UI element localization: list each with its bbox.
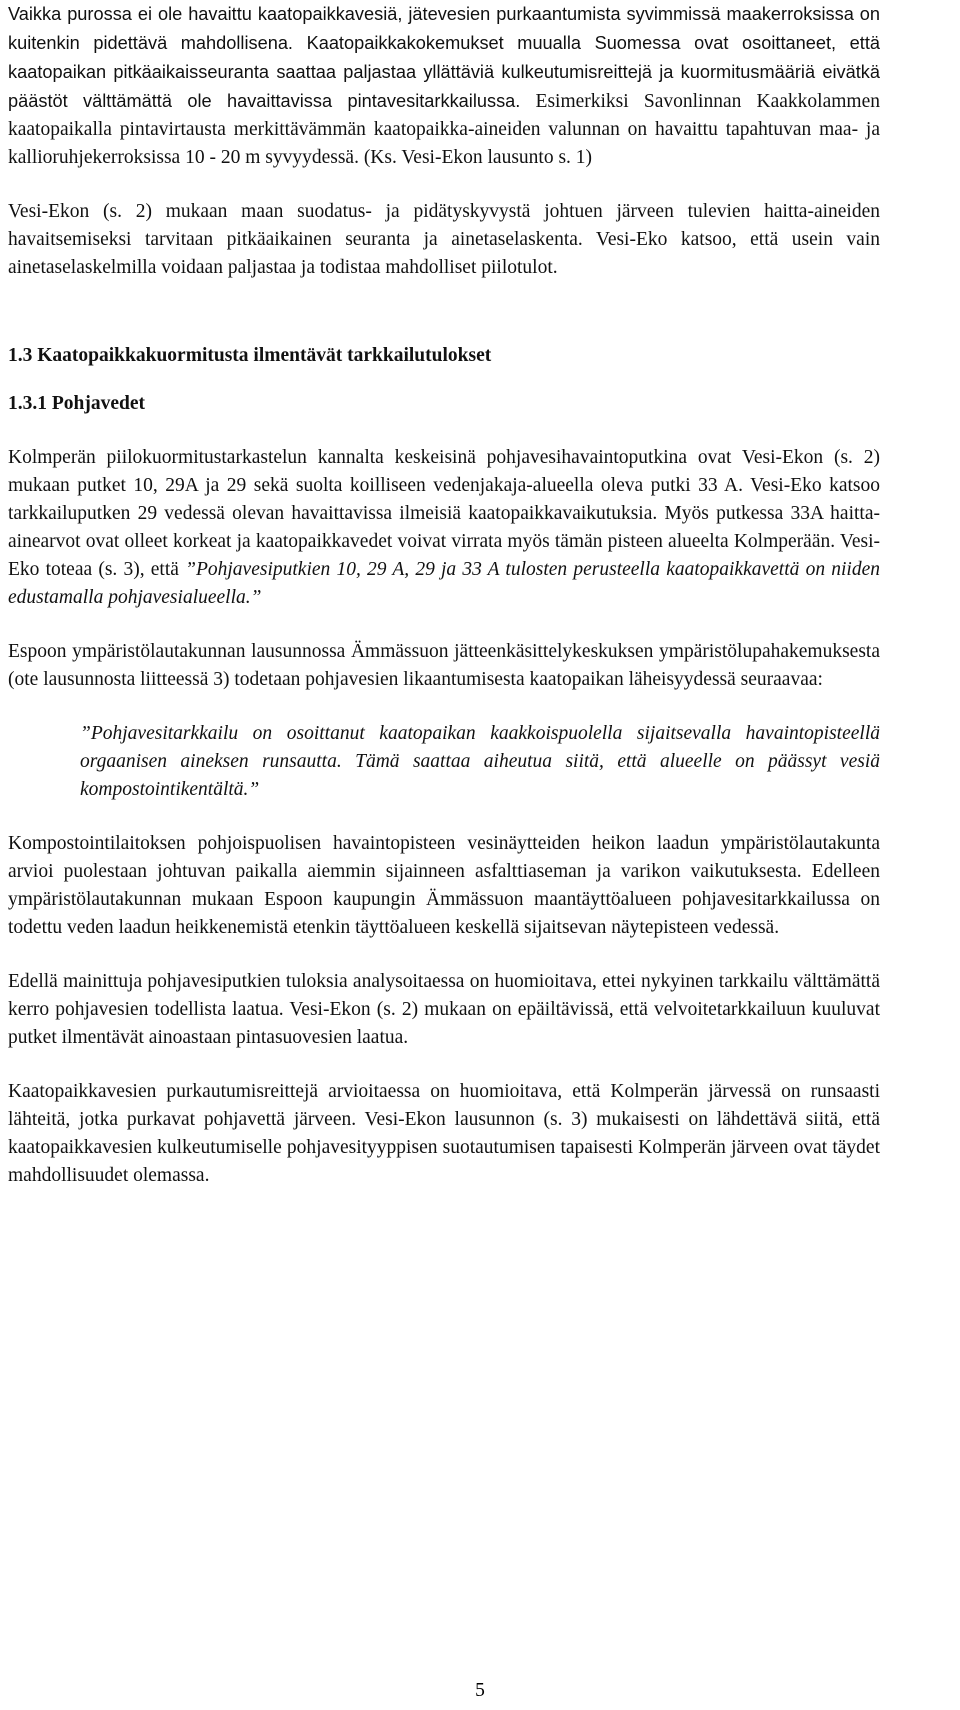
paragraph-observation-wells-text: Kolmperän piilokuormitustarkastelun kannalta keskeisinä pohjavesihavaintoputkina ovat Vesi-Ekon (s. 2) mukaan putket 10, 29A ja 29 sekä suolta koilliseen vedenjakaja-alueella oleva putki 33 A. Vesi-Eko katsoo tarkkailuputken 29 vedessä olevan havaittavissa ilmeisiä kaatopaikkavaikutuksia. Myös putkessa 33A haitta-ainearvot ovat olleet korkeat ja kaatopaikkavedet voivat virrata myös tämän pisteen alueelta Kolmperään. Vesi-Eko toteaa (s. 3), että [8, 447, 880, 580]
paragraph-landfill-leakage [8, 0, 880, 172]
page-number: 5 [475, 1680, 485, 1701]
paragraph-observation-wells [8, 444, 880, 612]
section-heading-1-3: 1.3 Kaatopaikkakuormitusta ilmentävät tarkkailutulokset [8, 345, 492, 366]
paragraph-observation-wells-quote: ”Pohjavesiputkien 10, 29 A, 29 ja 33 A tulosten perusteella kaatopaikkavettä on niiden edustamalla pohjavesialueella.” [8, 559, 881, 608]
paragraph-espoo-statement: Espoon ympäristölautakunnan lausunnossa Ämmässuon jätteenkäsittelykeskuksen ympäristölupahakemuksesta (ote lausunnosta liitteessä 3) todetaan pohjavesien likaantumisesta kaatopaikan läheisyydessä seuraavaa: [8, 641, 880, 690]
paragraph-discharge-routes: Kaatopaikkavesien purkautumisreittejä arvioitaessa on huomioitava, että Kolmperän järvessä on runsaasti lähteitä, jotka purkavat pohjavettä järveen. Vesi-Ekon lausunnon (s. 3) mukaisesti on lähdettävä siitä, että kaatopaikkavesien kulkeutumiselle pohjavesityyppisen suotautumisen tapaisesti Kolmperän järveen ovat täydet mahdollisuudet olemassa. [8, 1081, 880, 1186]
block-quote-groundwater: ”Pohjavesitarkkailu on osoittanut kaatopaikan kaakkoispuolella sijaitsevalla havaintopisteellä orgaanisen aineksen runsautta. Tämä saattaa aiheutua siitä, että alueelle on päässyt vesiä kompostointikentältä.” [80, 723, 880, 800]
paragraph-landfill-leakage-serif-part: Esimerkiksi Savonlinnan Kaakkolammen kaatopaikalla pintavirtausta merkittävämmän kaatopaikka-aineiden valunnan on havaittu tapahtuvan maa- ja kallioruhjekerroksissa 10 - 20 m syvyydessä. (Ks. Vesi-Ekon lausunto s. 1) [8, 91, 880, 168]
paragraph-well-results: Edellä mainittuja pohjavesiputkien tuloksia analysoitaessa on huomioitava, ettei nykyinen tarkkailu välttämättä kerro pohjavesien todellista laatua. Vesi-Ekon (s. 2) mukaan on epäiltävissä, että velvoitetarkkailuun kuuluvat putket ilmentävät ainoastaan pintasuovesien laatua. [8, 971, 880, 1048]
paragraph-composting-plant: Kompostointilaitoksen pohjoispuolisen havaintopisteen vesinäytteiden heikon laadun ympäristölautakunta arvioi puolestaan johtuvan paikalla aiemmin sijainneen asfalttiaseman ja varikon vaikutuksesta. Edelleen ympäristölautakunnan mukaan Espoon kaupungin Ämmässuon maantäyttöalueen pohjavesitarkkailussa on todettu veden laadun heikkenemistä etenkin täyttöalueen keskellä sijaitsevan näytepisteen vedessä. [8, 833, 880, 938]
document-page [8, 0, 880, 1190]
paragraph-landfill-leakage-sans-part: Vaikka purossa ei ole havaittu kaatopaikkavesiä, jätevesien purkaantumista syvimmissä maakerroksissa on kuitenkin pidettävä mahdollisena. Kaatopaikkakokemukset muualla Suomessa ovat osoittaneet, että kaatopaikan pitkäaikaisseuranta saattaa paljastaa yllättäviä kulkeutumisreittejä ja kuormitusmääriä eivätkä päästöt välttämättä ole havaittavissa pintavesitarkkailussa. [8, 4, 880, 111]
section-heading-1-3-1: 1.3.1 Pohjavedet [8, 393, 146, 414]
paragraph-vesi-eko-monitoring: Vesi-Ekon (s. 2) mukaan maan suodatus- ja pidätyskyvystä johtuen järveen tulevien haitta-aineiden havaitsemiseksi tarvitaan pitkäaikainen seuranta ja ainetaselaskenta. Vesi-Eko katsoo, että usein vain ainetaselaskelmilla voidaan paljastaa ja todistaa mahdolliset piilotulot. [8, 201, 880, 278]
